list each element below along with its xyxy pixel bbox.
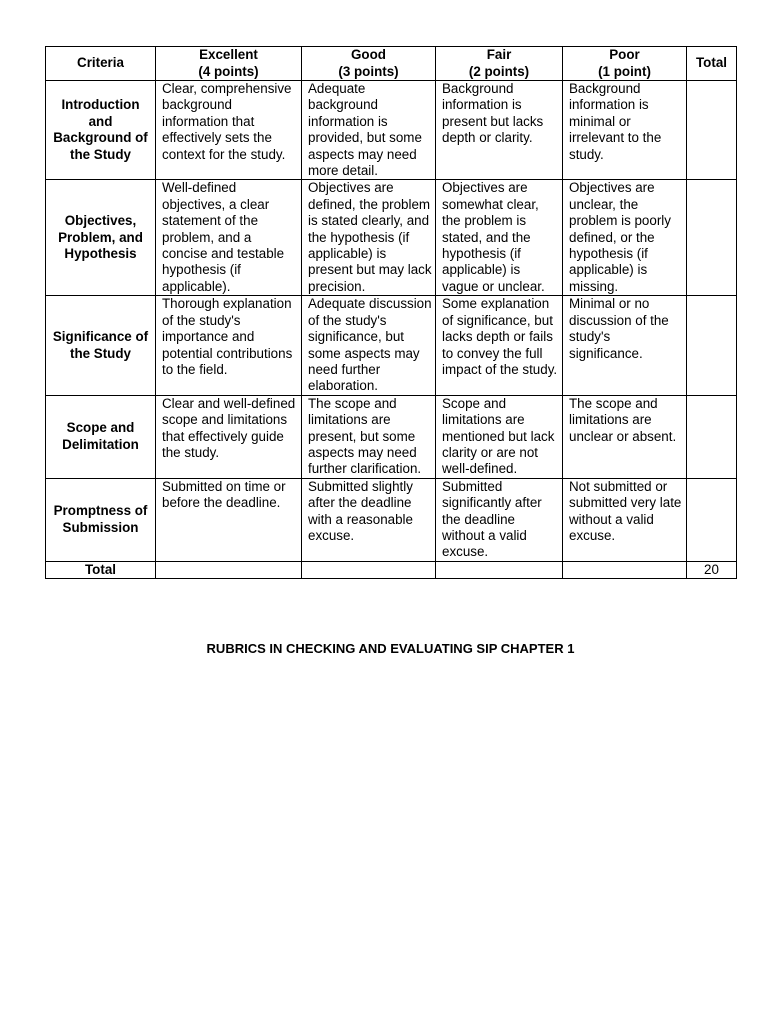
table-row (46, 478, 737, 561)
total-excellent-cell (156, 561, 302, 578)
header-row (46, 47, 737, 81)
excellent-cell: Clear, comprehensive background information that effectively sets the context for the study. (156, 81, 302, 180)
fair-cell: Some explanation of significance, but lacks depth or fails to convey the full impact of the study. (436, 296, 563, 395)
header-fair-label: Fair (486, 47, 512, 63)
excellent-cell: Thorough explanation of the study's importance and potential contributions to the field. (156, 296, 302, 395)
total-good-cell (302, 561, 436, 578)
total-poor-cell (563, 561, 687, 578)
good-cell: Adequate background information is provided, but some aspects may need more detail. (302, 81, 436, 180)
header-excellent-points: (4 points) (198, 63, 259, 79)
header-fair (436, 47, 563, 81)
header-excellent-label: Excellent (199, 47, 258, 63)
fair-cell: Submitted significantly after the deadline without a valid excuse. (436, 478, 563, 561)
total-fair-cell (436, 561, 563, 578)
header-good-label: Good (351, 47, 386, 63)
fair-cell: Scope and limitations are mentioned but lack clarity or are not well-defined. (436, 395, 563, 478)
rubric-table (45, 46, 737, 579)
row-total-cell (687, 81, 737, 180)
total-value: 20 (687, 561, 737, 578)
table-row (46, 296, 737, 395)
poor-cell: Minimal or no discussion of the study's significance. (563, 296, 687, 395)
header-good-points: (3 points) (338, 63, 399, 79)
poor-cell: The scope and limitations are unclear or absent. (563, 395, 687, 478)
fair-cell: Background information is present but lacks depth or clarity. (436, 81, 563, 180)
header-criteria: Criteria (46, 47, 156, 81)
header-good (302, 47, 436, 81)
header-poor-points: (1 point) (598, 63, 651, 79)
poor-cell: Background information is minimal or irrelevant to the study. (563, 81, 687, 180)
good-cell: Adequate discussion of the study's significance, but some aspects may need further elaboration. (302, 296, 436, 395)
table-row (46, 180, 737, 296)
table-row (46, 81, 737, 180)
poor-cell: Not submitted or submitted very late without a valid excuse. (563, 478, 687, 561)
criteria-cell: Scope and Delimitation (46, 395, 156, 478)
poor-cell: Objectives are unclear, the problem is poorly defined, or the hypothesis (if applicable) is missing. (563, 180, 687, 296)
excellent-cell: Well-defined objectives, a clear statement of the problem, and a concise and testable hypothesis (if applicable). (156, 180, 302, 296)
criteria-cell: Introduction and Background of the Study (46, 81, 156, 180)
total-row (46, 561, 737, 578)
good-cell: Objectives are defined, the problem is stated clearly, and the hypothesis (if applicable) is present but may lack precision. (302, 180, 436, 296)
row-total-cell (687, 395, 737, 478)
excellent-cell: Submitted on time or before the deadline. (156, 478, 302, 561)
header-total: Total (687, 47, 737, 81)
row-total-cell (687, 296, 737, 395)
header-excellent (156, 47, 302, 81)
table-caption: RUBRICS IN CHECKING AND EVALUATING SIP CHAPTER 1 (206, 641, 575, 656)
table-row (46, 395, 737, 478)
criteria-cell: Promptness of Submission (46, 478, 156, 561)
criteria-cell: Objectives, Problem, and Hypothesis (46, 180, 156, 296)
header-fair-points: (2 points) (468, 63, 530, 79)
fair-cell: Objectives are somewhat clear, the problem is stated, and the hypothesis (if applicable) is vague or unclear. (436, 180, 563, 296)
row-total-cell (687, 478, 737, 561)
total-label: Total (46, 561, 156, 578)
criteria-cell: Significance of the Study (46, 296, 156, 395)
excellent-cell: Clear and well-defined scope and limitations that effectively guide the study. (156, 395, 302, 478)
header-poor-label: Poor (609, 47, 640, 63)
header-poor (563, 47, 687, 81)
good-cell: Submitted slightly after the deadline with a reasonable excuse. (302, 478, 436, 561)
good-cell: The scope and limitations are present, but some aspects may need further clarification. (302, 395, 436, 478)
row-total-cell (687, 180, 737, 296)
